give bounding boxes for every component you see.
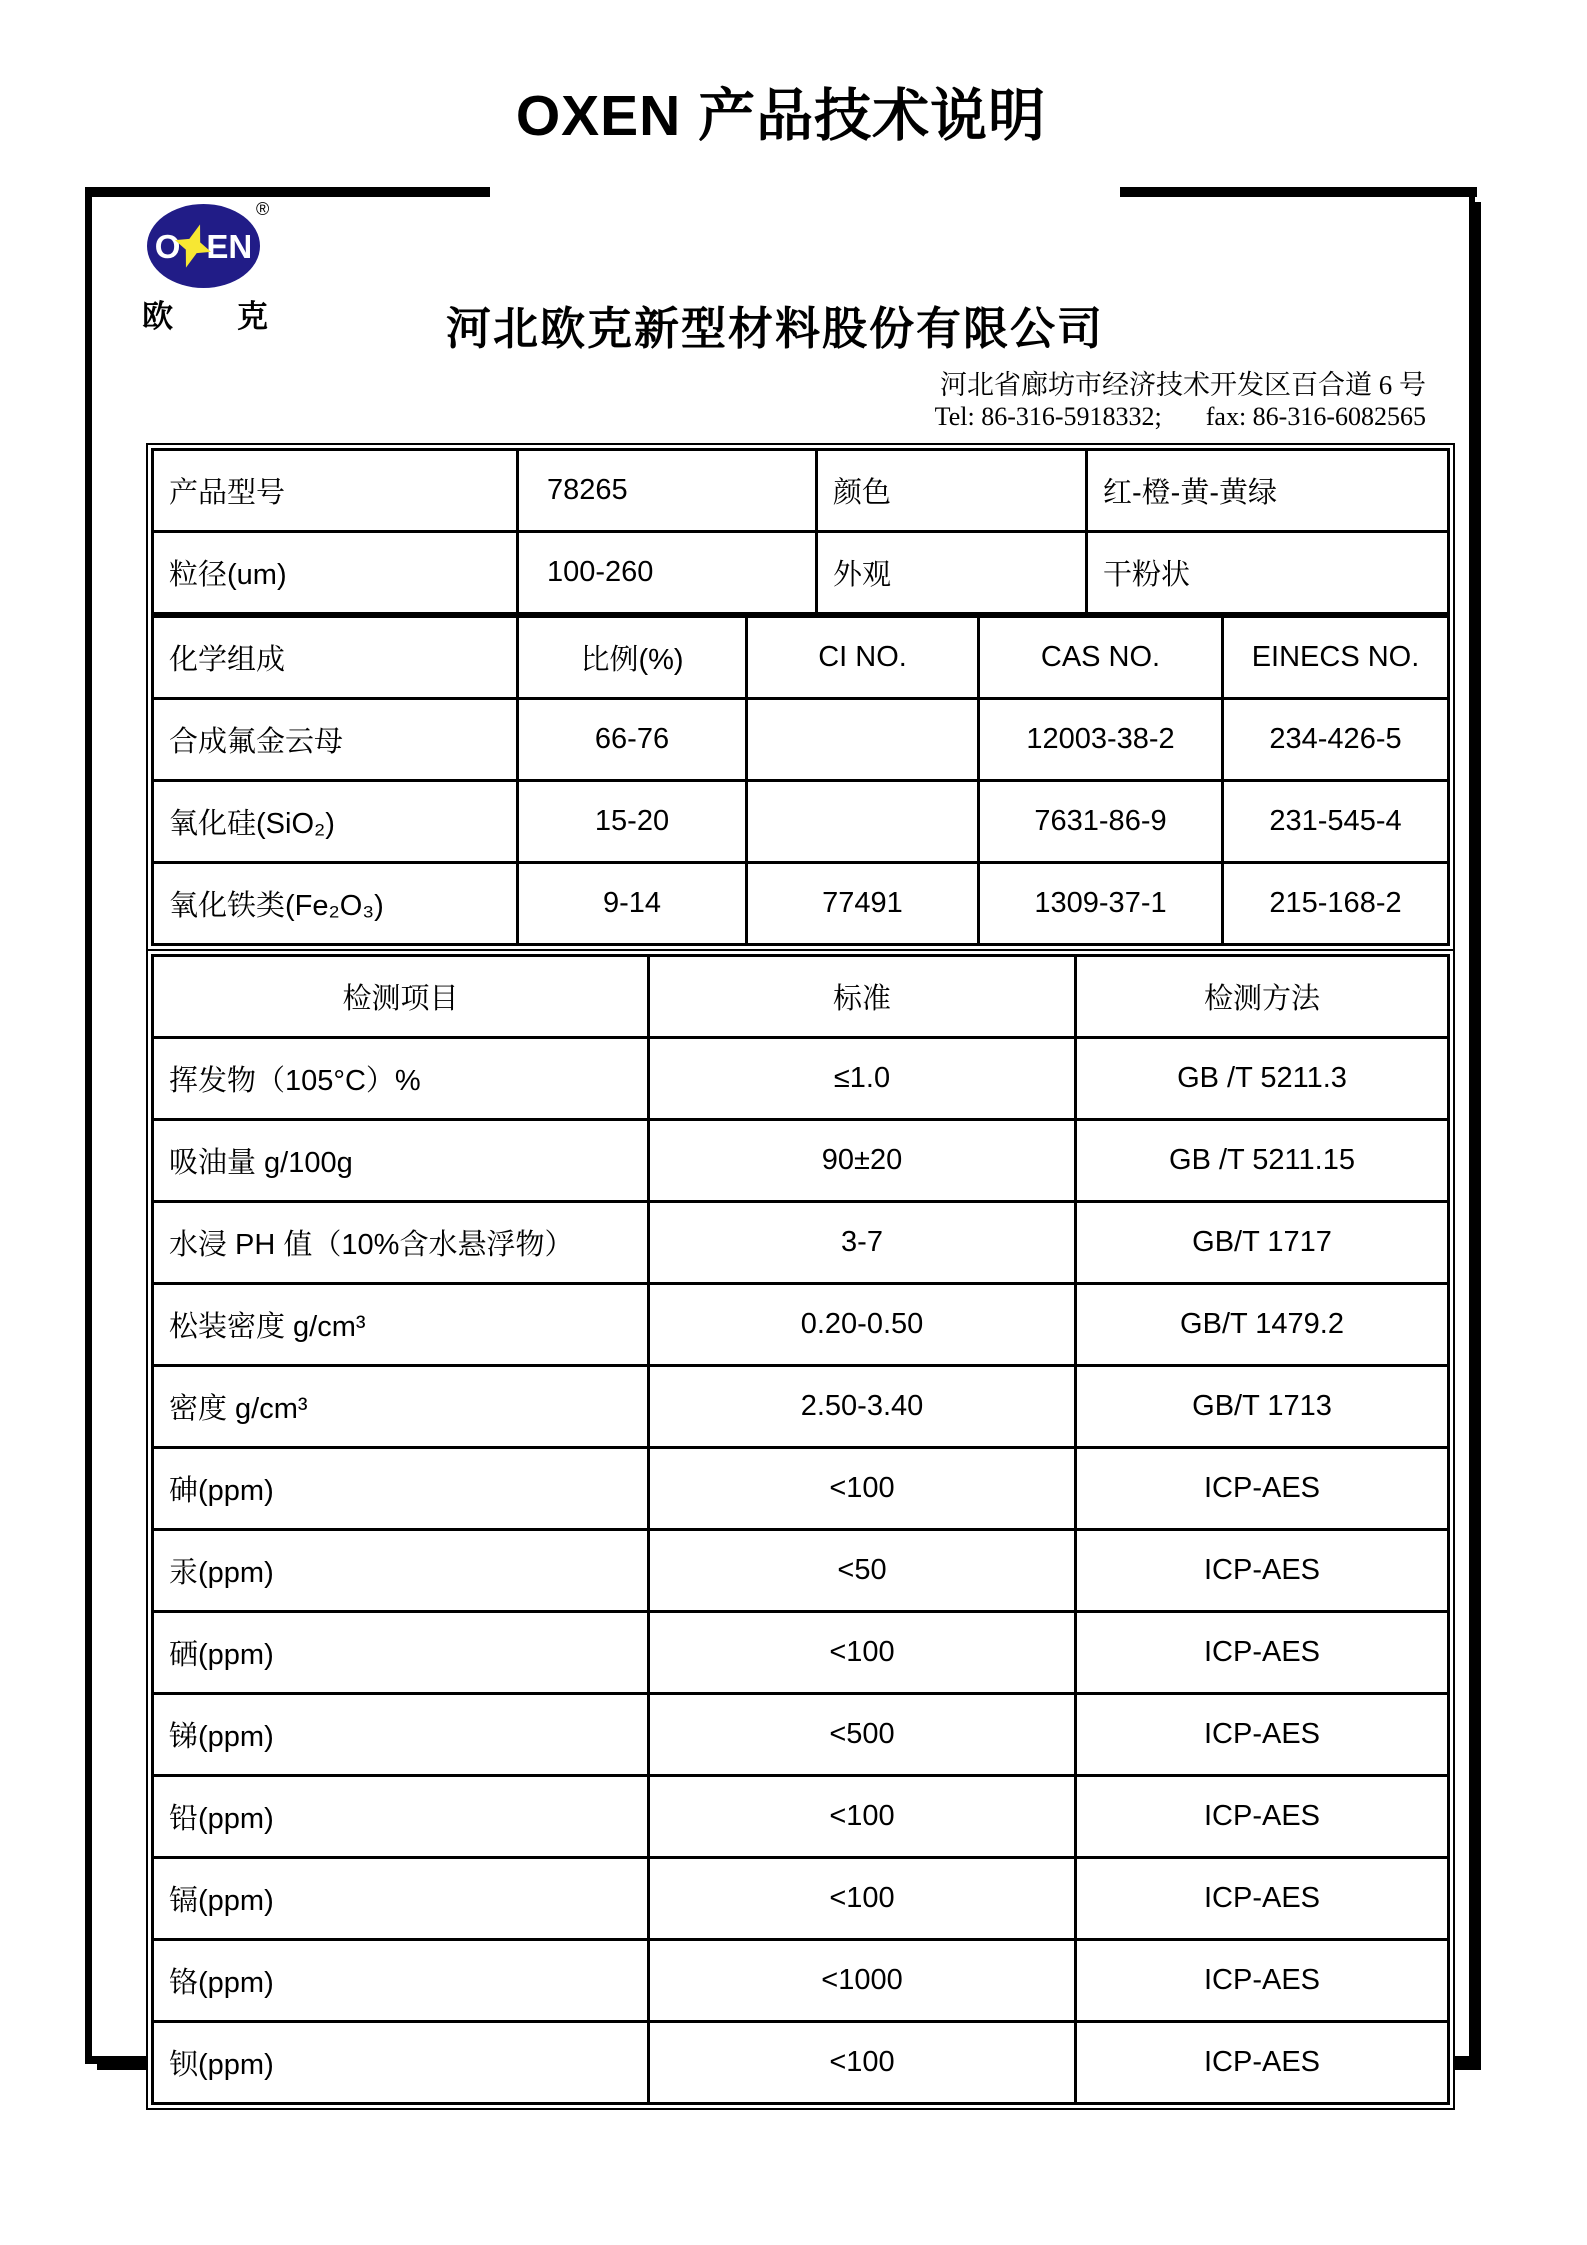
cell: <50 [649, 1530, 1076, 1612]
document-title: OXEN 产品技术说明 [515, 84, 1047, 148]
cell: ICP-AES [1076, 1940, 1449, 2022]
logo-oxen-right: EN [206, 227, 253, 265]
cell: GB /T 5211.3 [1076, 1038, 1449, 1120]
cell: GB/T 1479.2 [1076, 1284, 1449, 1366]
address-line: 河北省廊坊市经济技术开发区百合道 6 号 [940, 370, 1426, 400]
cell: <1000 [649, 1940, 1076, 2022]
test-row [153, 1940, 1449, 2022]
cell: 77491 [747, 863, 979, 945]
logo-cn-right: 克 [237, 299, 268, 334]
test-row [153, 1284, 1449, 1366]
test-row [153, 2022, 1449, 2104]
test-row [153, 1612, 1449, 1694]
cell [747, 781, 979, 863]
cell: 78265 [518, 450, 817, 532]
test-row [153, 1530, 1449, 1612]
product-info-grid [151, 448, 1450, 615]
cell: 1309-37-1 [979, 863, 1223, 945]
cell: <100 [649, 1612, 1076, 1694]
cell: ICP-AES [1076, 1448, 1449, 1530]
test-row [153, 1694, 1449, 1776]
cell: 2.50-3.40 [649, 1366, 1076, 1448]
cell: 红-橙-黄-黄绿 [1087, 450, 1449, 532]
logo-chinese-text [142, 291, 268, 336]
cell: 合成氟金云母 [153, 699, 518, 781]
address-block [600, 369, 1426, 432]
cell: 吸油量 g/100g [153, 1120, 649, 1202]
cell: 12003-38-2 [979, 699, 1223, 781]
cell [747, 699, 979, 781]
cell: 检测项目 [153, 956, 649, 1038]
cell: 231-545-4 [1223, 781, 1449, 863]
cell: EINECS NO. [1223, 617, 1449, 699]
cell: 干粉状 [1087, 532, 1449, 614]
cell: GB/T 1717 [1076, 1202, 1449, 1284]
cell: <100 [649, 1448, 1076, 1530]
cell: 密度 g/cm³ [153, 1366, 649, 1448]
logo-cn-left: 欧 [142, 299, 173, 334]
cell: 汞(ppm) [153, 1530, 649, 1612]
cell: 硒(ppm) [153, 1612, 649, 1694]
cell: 100-260 [518, 532, 817, 614]
cell: 0.20-0.50 [649, 1284, 1076, 1366]
cell: ICP-AES [1076, 1858, 1449, 1940]
test-row [153, 1120, 1449, 1202]
test-row [153, 1202, 1449, 1284]
cell: 产品型号 [153, 450, 518, 532]
cell: 检测方法 [1076, 956, 1449, 1038]
composition-row [153, 863, 1449, 945]
cell: 外观 [817, 532, 1087, 614]
cell: 15-20 [518, 781, 747, 863]
cell: <500 [649, 1694, 1076, 1776]
cell: ICP-AES [1076, 1612, 1449, 1694]
cell: ≤1.0 [649, 1038, 1076, 1120]
fax-text: fax: 86-316-6082565 [1205, 402, 1426, 431]
oxen-logo [147, 204, 260, 288]
test-items-table [146, 949, 1455, 2110]
cell: 比例(%) [518, 617, 747, 699]
cell: 90±20 [649, 1120, 1076, 1202]
cell: ICP-AES [1076, 2022, 1449, 2104]
cell: 砷(ppm) [153, 1448, 649, 1530]
cell: 7631-86-9 [979, 781, 1223, 863]
test-row [153, 1038, 1449, 1120]
composition-row [153, 781, 1449, 863]
test-row [153, 1776, 1449, 1858]
cell: <100 [649, 2022, 1076, 2104]
registered-trademark-symbol: ® [256, 199, 270, 219]
cell: 颜色 [817, 450, 1087, 532]
cell: 215-168-2 [1223, 863, 1449, 945]
star-icon [168, 217, 219, 274]
cell: 钡(ppm) [153, 2022, 649, 2104]
table-row [153, 532, 1449, 614]
cell: ICP-AES [1076, 1694, 1449, 1776]
cell: 氧化硅(SiO₂) [153, 781, 518, 863]
cell: 铅(ppm) [153, 1776, 649, 1858]
cell: <100 [649, 1776, 1076, 1858]
cell: 66-76 [518, 699, 747, 781]
test-row [153, 1366, 1449, 1448]
cell: GB/T 1713 [1076, 1366, 1449, 1448]
cell: 234-426-5 [1223, 699, 1449, 781]
composition-grid [151, 615, 1450, 946]
cell: 挥发物（105°C）% [153, 1038, 649, 1120]
cell: 氧化铁类(Fe₂O₃) [153, 863, 518, 945]
tel-fax-line [600, 402, 1426, 432]
cell: ICP-AES [1076, 1776, 1449, 1858]
cell: 锑(ppm) [153, 1694, 649, 1776]
cell: 化学组成 [153, 617, 518, 699]
cell: 镉(ppm) [153, 1858, 649, 1940]
company-name: 河北欧克新型材料股份有限公司 [445, 304, 1104, 354]
cell: 9-14 [518, 863, 747, 945]
composition-row [153, 699, 1449, 781]
test-row [153, 1448, 1449, 1530]
cell: CI NO. [747, 617, 979, 699]
cell: 松装密度 g/cm³ [153, 1284, 649, 1366]
cell: 粒径(um) [153, 532, 518, 614]
cell: CAS NO. [979, 617, 1223, 699]
test-row [153, 1858, 1449, 1940]
cell: 3-7 [649, 1202, 1076, 1284]
logo-oxen-text [155, 222, 253, 270]
composition-header-row [153, 617, 1449, 699]
cell: <100 [649, 1858, 1076, 1940]
tel-text: Tel: 86-316-5918332; [934, 402, 1162, 431]
test-header-row [153, 956, 1449, 1038]
table-row [153, 450, 1449, 532]
cell: 标准 [649, 956, 1076, 1038]
cell: ICP-AES [1076, 1530, 1449, 1612]
cell: 水浸 PH 值（10%含水悬浮物） [153, 1202, 649, 1284]
logo-oxen-left: O [154, 227, 181, 265]
product-info-table [146, 443, 1455, 951]
test-items-grid [151, 954, 1450, 2105]
cell: GB /T 5211.15 [1076, 1120, 1449, 1202]
cell: 铬(ppm) [153, 1940, 649, 2022]
